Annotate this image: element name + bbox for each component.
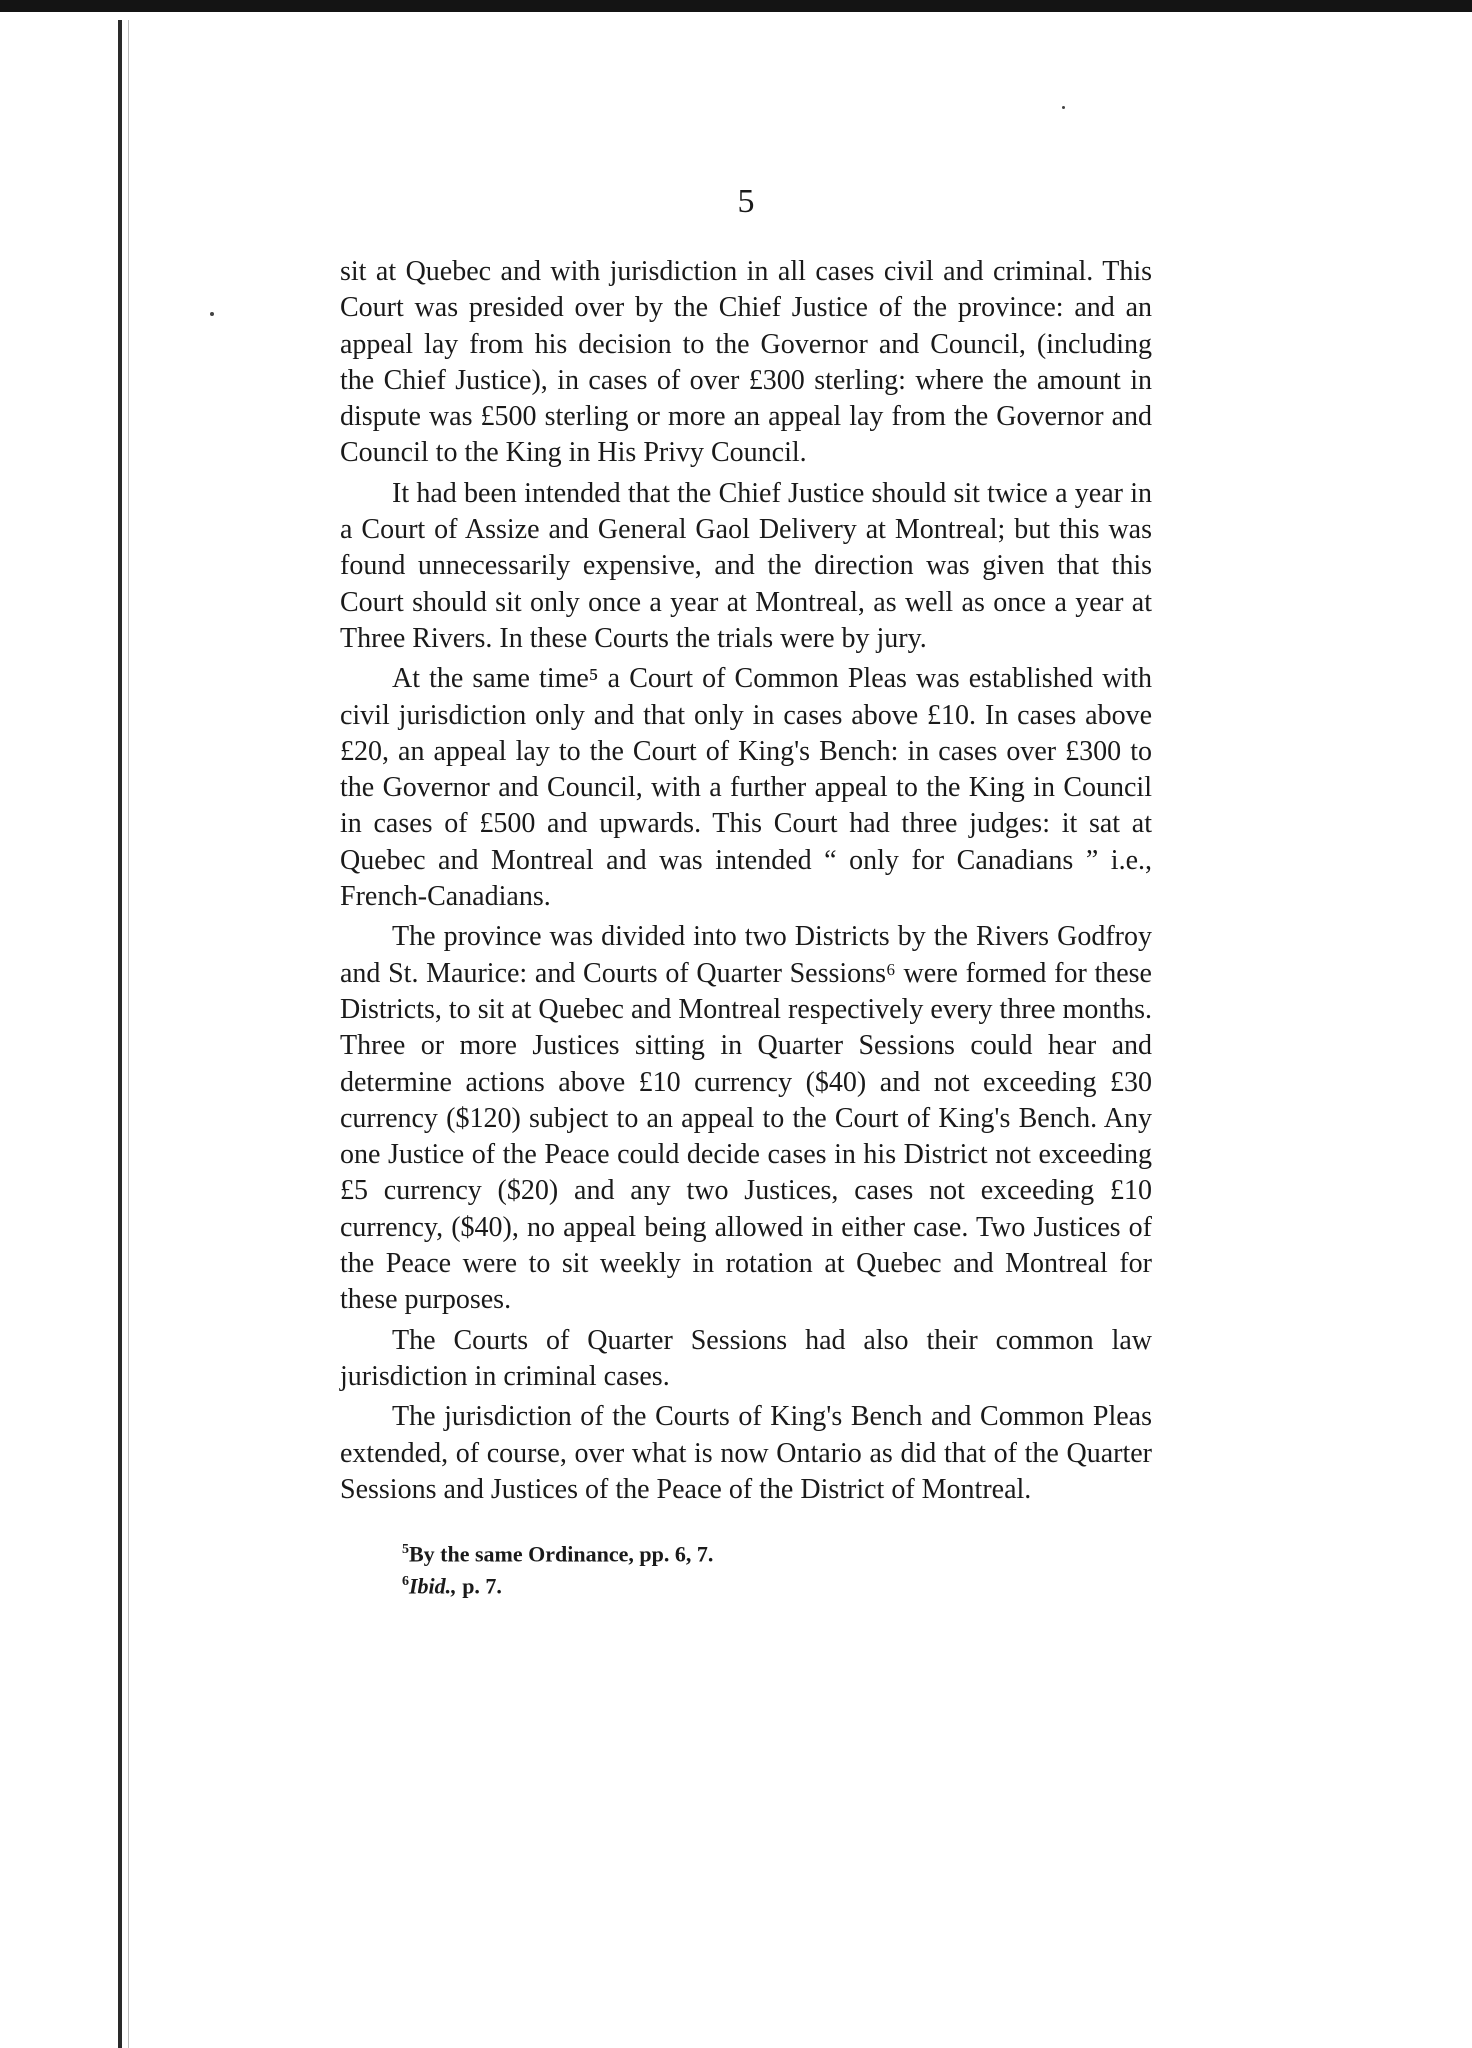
- footnote-6: [402, 1568, 1152, 1600]
- scan-left-shadow-line: [128, 20, 129, 2048]
- page-number: 5: [737, 183, 755, 220]
- scan-left-binding-edge: [118, 20, 122, 2048]
- footnotes: [340, 1536, 1152, 1601]
- footnote-5: [402, 1536, 1152, 1568]
- paragraph-5: The Courts of Quarter Sessions had also their common law jurisdiction in criminal cases.: [340, 1324, 1152, 1392]
- paragraph-2: It had been intended that the Chief Justice should sit twice a year in a Court of Assize and General Gaol Delivery at Montreal; but this was found unnecessarily expensive, and the direction was given that this Court should sit only once a year at Montreal, as well as once a year at Three Rivers. In these Courts the trials were by jury.: [340, 477, 1152, 654]
- footnote-marker: 5: [402, 1542, 409, 1558]
- paragraph-4: The province was divided into two Districts by the Rivers Godfroy and St. Maurice: and Courts of Quarter Sessions⁶ were formed for these Districts, to sit at Quebec and Montreal respectively every three months. Three or more Justices sitting in Quarter Sessions could hear and determine actions above £10 currency ($40) and not exceeding £30 currency ($120) subject to an appeal to the Court of King's Bench. Any one Justice of the Peace could decide cases in his District not exceeding £5 currency ($20) and any two Justices, cases not exceeding £10 currency, ($40), no appeal being allowed in either case. Two Justices of the Peace were to sit weekly in rotation at Quebec and Montreal for these purposes.: [340, 921, 1152, 1316]
- paragraph-3: At the same time⁵ a Court of Common Pleas was established with civil jurisdiction only and that only in cases above £10. In cases above £20, an appeal lay to the Court of King's Bench: in cases over £300 to the Governor and Council, with a further appeal to the King in Council in cases of £500 and upwards. This Court had three judges: it sat at Quebec and Montreal and was intended “ only for Canadians ” i.e., French-Canadians.: [340, 663, 1152, 913]
- footnote-text: p. 7.: [456, 1573, 502, 1599]
- footnote-italic-text: Ibid.,: [409, 1573, 457, 1599]
- document-page: [340, 180, 1152, 1601]
- footnote-text: By the same Ordinance, pp. 6, 7.: [409, 1541, 714, 1567]
- paragraph-6: The jurisdiction of the Courts of King's Bench and Common Pleas extended, of course, over what is now Ontario as did that of the Quarter Sessions and Justices of the Peace of the District of Montreal.: [340, 1401, 1152, 1505]
- scan-speck: [210, 312, 214, 316]
- scan-speck: [1062, 106, 1065, 109]
- scan-top-border: [0, 0, 1472, 12]
- footnote-marker: 6: [402, 1574, 409, 1590]
- paragraph-1: sit at Quebec and with jurisdiction in all cases civil and criminal. This Court was presided over by the Chief Justice of the province: and an appeal lay from his decision to the Governor and Council, (including the Chief Justice), in cases of over £300 sterling: where the amount in dispute was £500 sterling or more an appeal lay from the Governor and Council to the King in His Privy Council.: [340, 256, 1152, 469]
